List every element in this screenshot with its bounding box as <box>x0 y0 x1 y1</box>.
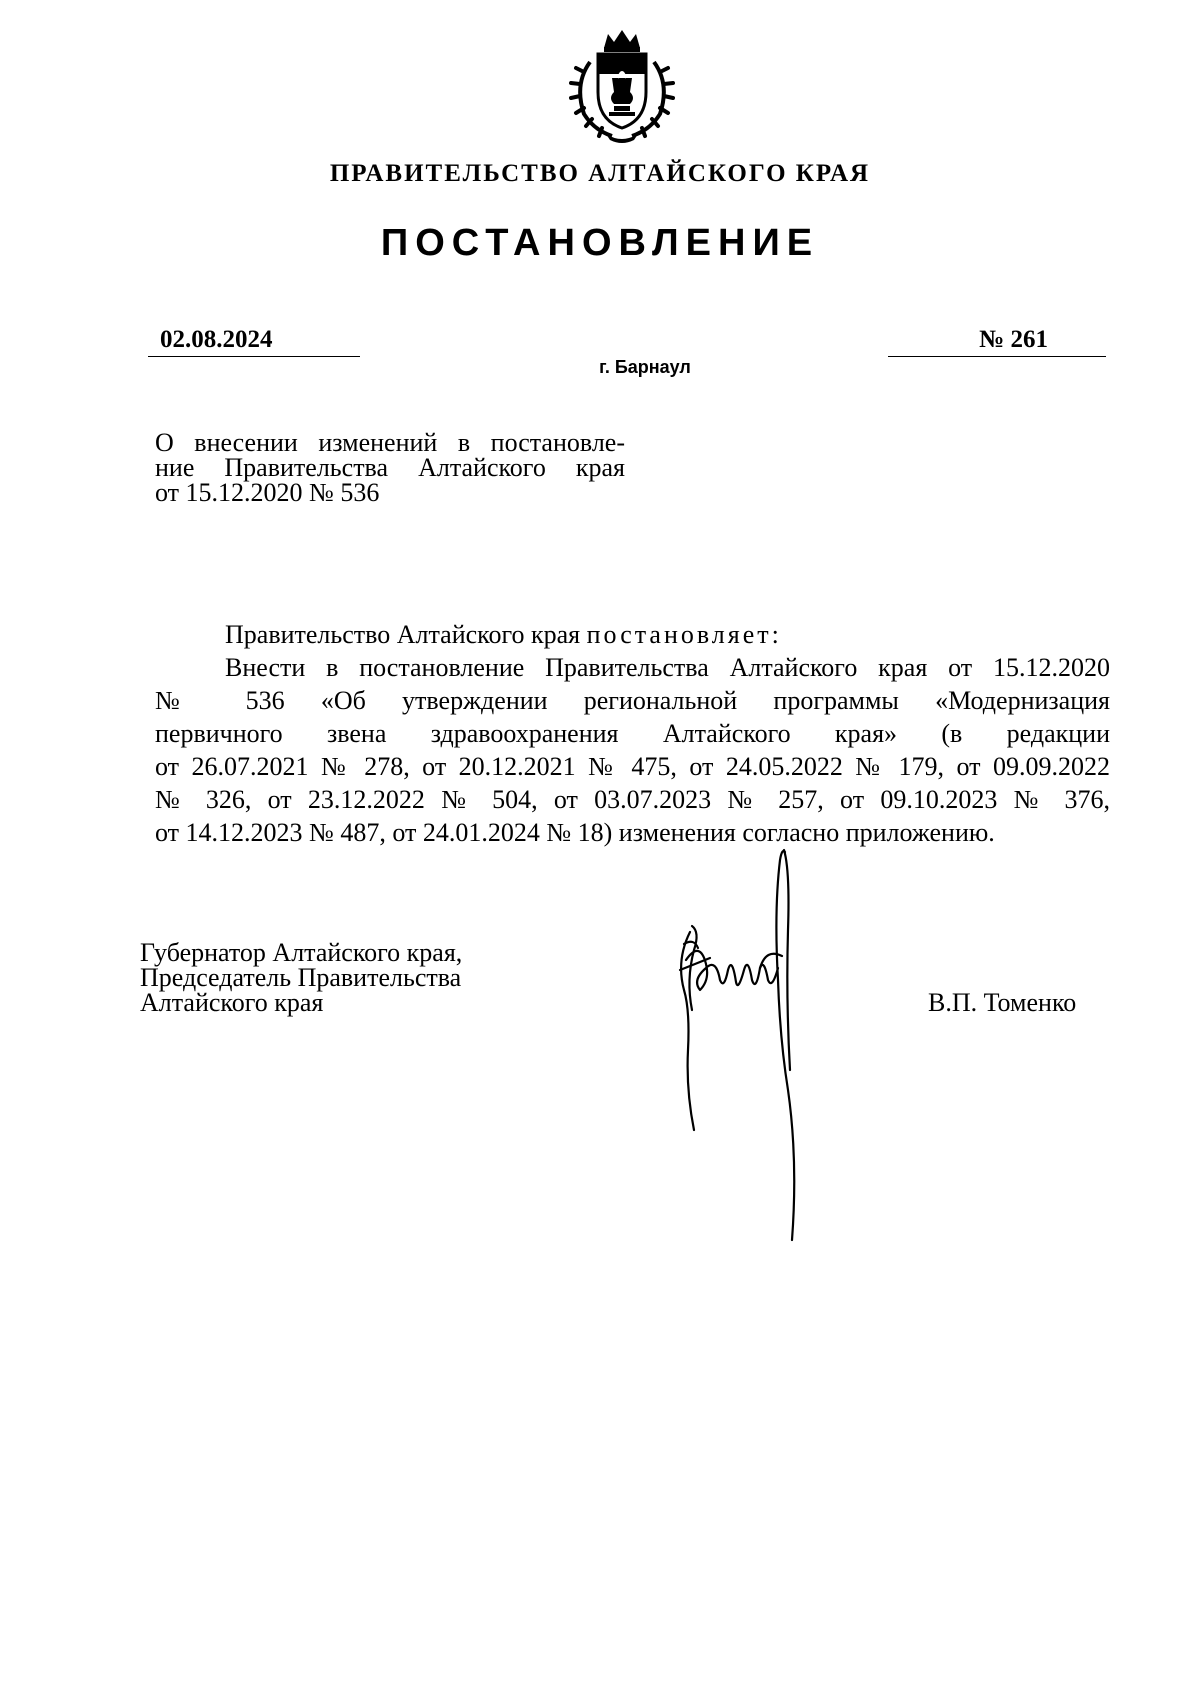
document-type-title: ПОСТАНОВЛЕНИЕ <box>380 222 820 264</box>
signer-name: В.П. Томенко <box>928 988 1077 1017</box>
body-line: Внести в постановление Правительства Алтайского края от 15.12.2020 <box>225 653 1110 682</box>
document-date: 02.08.2024 <box>160 326 273 353</box>
handwritten-signature <box>670 840 870 1250</box>
city-label: г. Барнаул <box>599 357 691 377</box>
number-field <box>888 322 1106 357</box>
position-line: Губернатор Алтайского края, <box>140 938 463 967</box>
body-line: № 326, от 23.12.2022 № 504, от 03.07.2023 № 257, от 09.10.2023 № 376, <box>155 785 1110 814</box>
position-line: Председатель Правительства <box>140 963 462 992</box>
body-line: от 26.07.2021 № 278, от 20.12.2021 № 475, от 24.05.2022 № 179, от 09.09.2022 <box>155 752 1110 781</box>
date-field <box>148 322 360 357</box>
preamble <box>155 618 1110 651</box>
body-line: № 536 «Об утверждении региональной программы «Модернизация <box>155 686 1110 715</box>
signatory-position <box>140 940 462 1015</box>
body-line: от 14.12.2023 № 487, от 24.01.2024 № 18) изменения согласно приложению. <box>155 818 995 847</box>
coat-of-arms-emblem <box>560 22 684 146</box>
preamble-verb: постановляет: <box>586 620 782 649</box>
position-line: Алтайского края <box>140 988 324 1017</box>
subject-line: О внесении изменений в постановле- <box>155 428 625 457</box>
body-line: первичного звена здравоохранения Алтайского края» (в редакции <box>155 719 1110 748</box>
subject-line: ние Правительства Алтайского края <box>155 453 625 482</box>
government-title: ПРАВИТЕЛЬСТВО АЛТАЙСКОГО КРАЯ <box>329 160 871 187</box>
document-body <box>155 618 1110 849</box>
preamble-lead: Правительство Алтайского края <box>225 620 581 649</box>
subject-line: от 15.12.2020 № 536 <box>155 478 380 507</box>
document-subject <box>155 430 625 505</box>
document-number: № 261 <box>979 326 1048 353</box>
